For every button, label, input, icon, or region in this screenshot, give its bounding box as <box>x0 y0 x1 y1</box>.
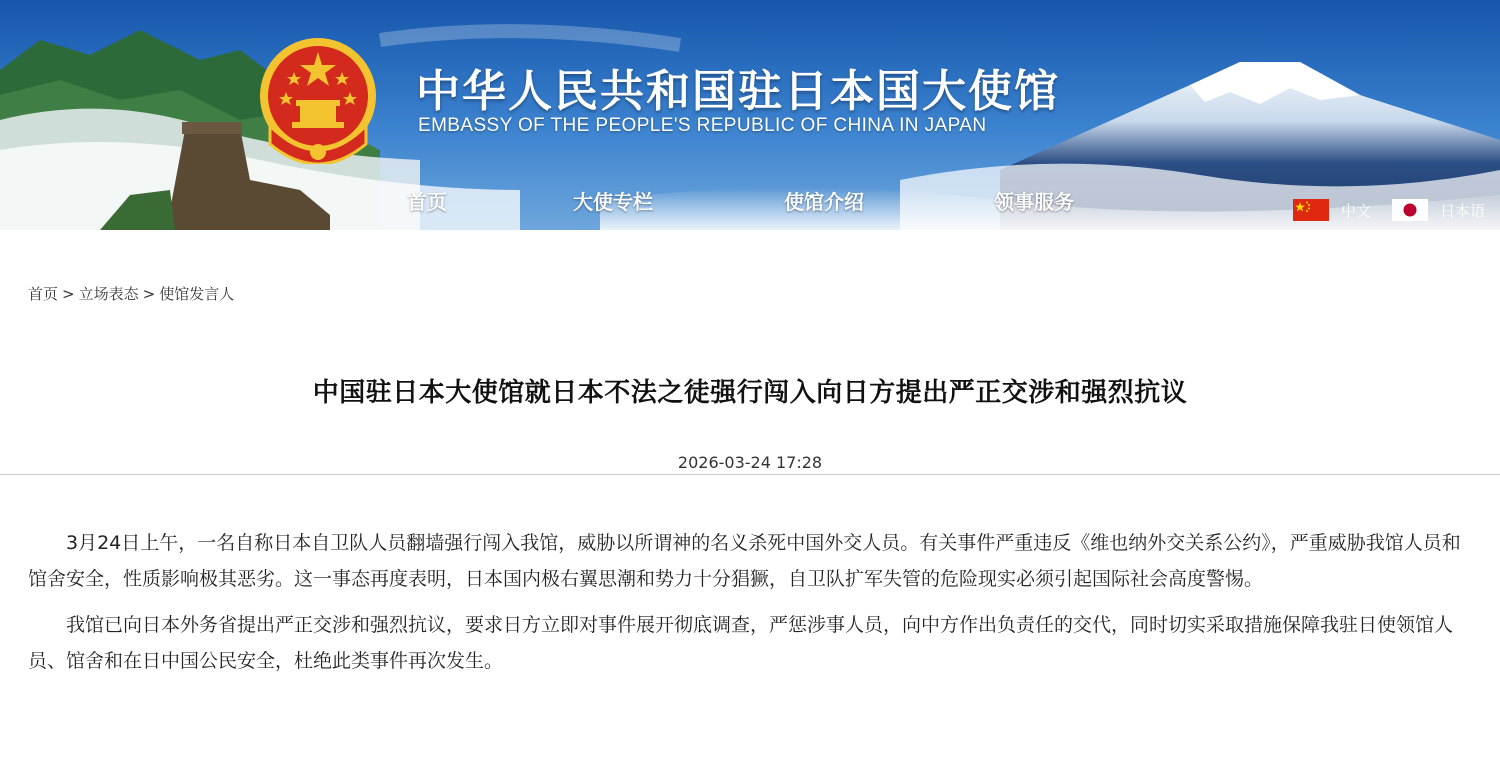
breadcrumb-spokesperson[interactable]: 使馆发言人 <box>159 285 235 303</box>
article-date: 2026-03-24 17:28 <box>677 453 823 472</box>
site-title-cn: 中华人民共和国驻日本国大使馆 <box>416 66 1060 117</box>
nav-item-embassy-intro[interactable]: 使馆介绍 <box>784 190 864 214</box>
china-flag-icon <box>1293 199 1329 221</box>
site-title-en: EMBASSY OF THE PEOPLE'S REPUBLIC OF CHINA IN JAPAN <box>418 115 987 136</box>
title-divider <box>0 474 1500 475</box>
main-nav <box>0 186 1500 220</box>
article-paragraph: 我馆已向日本外务省提出严正交涉和强烈抗议，要求日方立即对事件展开彻底调查，严惩涉事人员，向中方作出负责任的交代，同时切实采取措施保障我驻日使领馆人员、馆舍和在日中国公民安全，杜绝此类事件再次发生。 <box>28 614 1454 672</box>
language-chinese-label: 中文 <box>1341 201 1372 220</box>
breadcrumb-separator: > <box>142 285 156 303</box>
language-chinese[interactable] <box>1293 198 1371 222</box>
header-banner <box>0 0 1500 230</box>
article-paragraph: 3月24日上午，一名自称日本自卫队人员翻墙强行闯入我馆，威胁以所谓神的名义杀死中国外交人员。有关事件严重违反《维也纳外交关系公约》，严重威胁我馆人员和馆舍安全，性质影响极其恶劣。这一事态再度表明，日本国内极右翼思潮和势力十分猖獗，自卫队扩军失管的危险现实必须引起国际社会高度警惕。 <box>28 532 1461 590</box>
article-body <box>28 525 1473 689</box>
nav-item-home[interactable]: 首页 <box>407 190 447 214</box>
breadcrumb-separator: > <box>62 285 75 303</box>
breadcrumb-position-statements[interactable]: 立场表态 <box>78 285 139 303</box>
breadcrumb-home[interactable]: 首页 <box>28 285 59 303</box>
japan-flag-icon <box>1392 199 1428 221</box>
nav-item-ambassador-column[interactable]: 大使专栏 <box>573 190 653 214</box>
language-japanese-label: 日本语 <box>1440 201 1486 220</box>
nav-item-consular-services[interactable]: 领事服务 <box>994 190 1074 214</box>
breadcrumb <box>28 283 234 304</box>
national-emblem-icon <box>256 34 380 164</box>
article-title: 中国驻日本大使馆就日本不法之徒强行闯入向日方提出严正交涉和强烈抗议 <box>312 378 1188 408</box>
language-japanese[interactable] <box>1392 198 1485 222</box>
